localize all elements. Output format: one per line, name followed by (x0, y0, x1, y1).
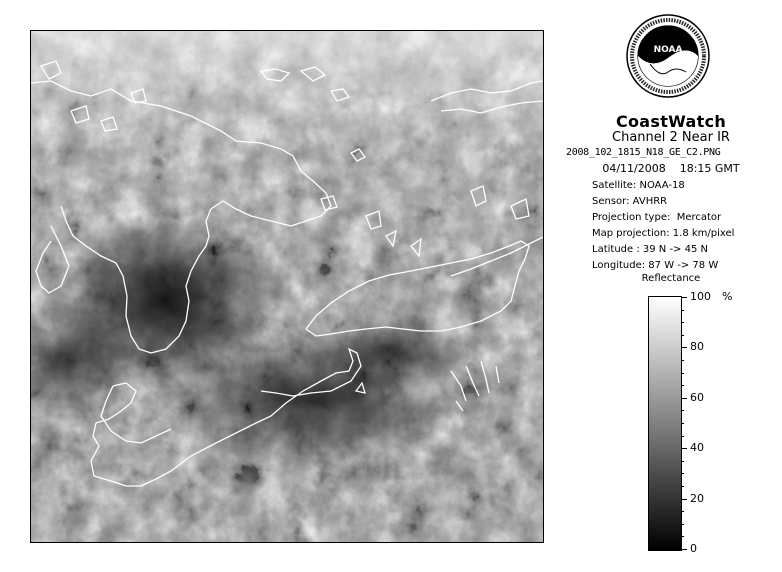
file-name: 2008_102_1815_N18_GE_C2.PNG (566, 147, 721, 158)
colorbar-tick-label: 100 (690, 290, 711, 303)
app-title: CoastWatch (615, 112, 727, 131)
satellite-image (31, 31, 543, 542)
longitude-info: Longitude: 87 W -> 78 W (592, 260, 719, 271)
colorbar-minor-tick (681, 511, 684, 512)
colorbar-minor-tick (681, 373, 684, 374)
latitude-info: Latitude : 39 N -> 45 N (592, 244, 708, 255)
colorbar-label: Reflectance (641, 273, 701, 284)
colorbar-minor-tick (681, 436, 684, 437)
colorbar-minor-tick (681, 385, 684, 386)
noaa-logo (626, 14, 710, 98)
dark-region-ontario (311, 311, 471, 391)
info-sidebar (560, 0, 782, 572)
colorbar-minor-tick (681, 486, 684, 487)
colorbar-major-tick (681, 499, 687, 500)
colorbar-major-tick (681, 297, 687, 298)
satellite-info: Satellite: NOAA-18 (592, 180, 685, 191)
channel-name: Channel 2 Near IR (612, 130, 730, 145)
colorbar-tick-label: 40 (690, 441, 704, 455)
colorbar-minor-tick (681, 322, 684, 323)
colorbar-major-tick (681, 549, 687, 550)
colorbar-minor-tick (681, 335, 684, 336)
colorbar-minor-tick (681, 461, 684, 462)
colorbar-tick-label: 60 (690, 390, 704, 404)
colorbar-tick-label: 80 (690, 340, 704, 354)
projection-type-info: Projection type: Mercator (592, 212, 722, 223)
colorbar-units: % (722, 290, 733, 303)
satellite-image-panel[interactable] (30, 30, 544, 543)
colorbar-minor-tick (681, 536, 684, 537)
colorbar-tick-label: 20 (690, 491, 704, 505)
colorbar-minor-tick (681, 410, 684, 411)
logo-text: NOAA (653, 45, 683, 55)
colorbar-tick-label: 0 (690, 542, 697, 555)
colorbar-minor-tick (681, 473, 684, 474)
colorbar-minor-tick (681, 423, 684, 424)
colorbar (648, 296, 682, 551)
colorbar-minor-tick (681, 310, 684, 311)
colorbar-major-tick (681, 398, 687, 399)
map-projection-info: Map projection: 1.8 km/pixel (592, 228, 735, 239)
colorbar-major-tick (681, 347, 687, 348)
sensor-info: Sensor: AVHRR (592, 196, 668, 207)
colorbar-major-tick (681, 448, 687, 449)
colorbar-minor-tick (681, 360, 684, 361)
colorbar-minor-tick (681, 524, 684, 525)
acquisition-datetime: 04/11/2008 18:15 GMT (602, 162, 740, 175)
